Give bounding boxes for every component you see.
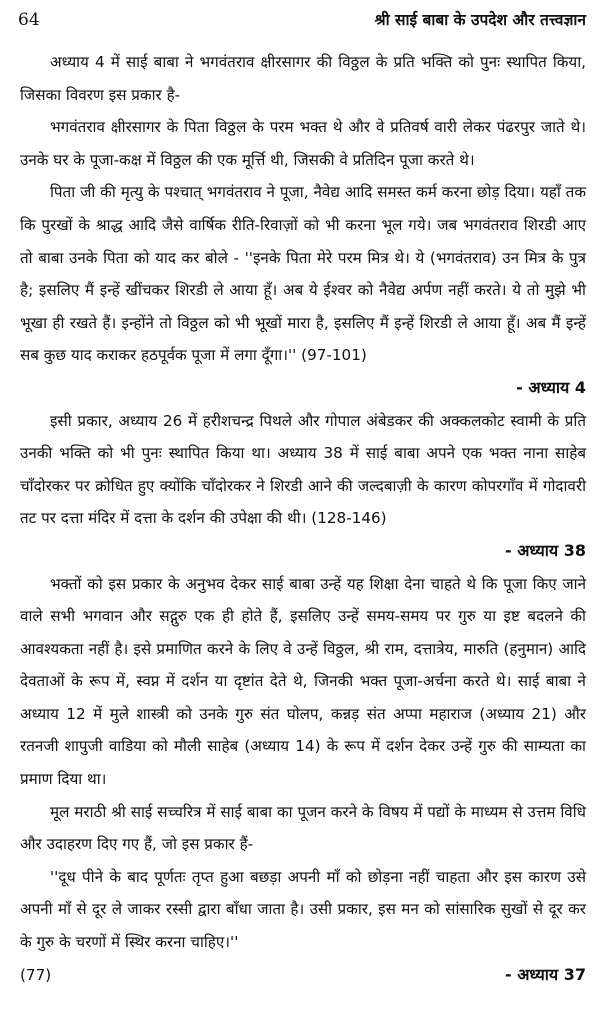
chapter-reference-4: - अध्याय 4 (516, 377, 586, 397)
body-text (20, 46, 586, 991)
chapter-reference-38: - अध्याय 38 (505, 540, 586, 560)
paragraph-1: अध्याय 4 में साई बाबा ने भगवंतराव क्षीरसागर की विठ्ठल के प्रति भक्ति को पुनः स्थापित किया, जिसका विवरण इस प्रकार है- (20, 53, 586, 104)
paragraph-5: भक्तों को इस प्रकार के अनुभव देकर साई बाबा उन्हें यह शिक्षा देना चाहते थे कि पूजा किए जाने वाले सभी भगवान और सद्गुरु एक ही होते हैं, इसलिए उन्हें समय-समय पर गुरु या इष्ट बदलने की आवश्यकता नहीं है। इसे प्रमाणित करने के लिए वे उन्हें विठ्ठल, श्री राम, दत्तात्रेय, मारुति (हनुमान) आदि देवताओं के रूप में, स्वप्न में दर्शन या दृष्टांत देते थे, जिनकी भक्त पूजा-अर्चना करते थे। साई बाबा ने अध्याय 12 में मुले शास्त्री को उनके गुरु संत घोलप, कन्नड़ संत अप्पा महाराज (अध्याय 21) और रतनजी शापुजी वाडिया को मौली साहेब (अध्याय 14) के रूप में दर्शन देकर उन्हें गुरु की साम्यता का प्रमाण दिया था। (20, 574, 586, 789)
page-header (18, 8, 586, 30)
page-number: 64 (18, 10, 40, 30)
paragraph-2: भगवंतराव क्षीरसागर के पिता विठ्ठल के परम भक्त थे और वे प्रतिवर्ष वारी लेकर पंढरपुर जाते थे। उनके घर के पूजा-कक्ष में विठ्ठल की एक मूर्त्ति थी, जिसकी वे प्रतिदिन पूजा करते थे। (20, 118, 586, 169)
verse-number: (77) (20, 965, 52, 984)
paragraph-6: मूल मराठी श्री साई सच्चरित्र में साई बाबा का पूजन करने के विषय में पद्यों के माध्यम से उत्तम विधि और उदाहरण दिए गए हैं, जो इस प्रकार हैं- (20, 802, 586, 854)
closing-line (20, 959, 586, 992)
paragraph-3: पिता जी की मृत्यु के पश्चात् भगवंतराव ने पूजा, नैवेद्य आदि समस्त कर्म करना छोड़ दिया। यहाँ तक कि पुरखों के श्राद्ध आदि जैसे वार्षिक रीति-रिवाज़ों को भी करना भूल गये। जब भगवंतराव शिरडी आए तो बाबा उनके पिता को याद कर बोले - ''इनके पिता मेरे परम मित्र थे। ये (भगवंतराव) उन मित्र के पुत्र है; इसलिए मैं इन्हें खींचकर शिरडी ले आया हूँ। अब ये ईश्वर को नैवेद्य अर्पण नहीं करते। ये तो मुझे भी भूखा ही रखते हैं। इन्होंने तो विठ्ठल को भी भूखों मारा है, इसलिए मैं इन्हें शिरडी ले आया हूँ। अब मैं इन्हें सब कुछ याद कराकर हठपूर्वक पूजा में लगा दूँगा।'' (97-101) (20, 183, 586, 365)
verse-quote: ''दूध पीने के बाद पूर्णतः तृप्त हुआ बछड़ा अपनी माँ को छोड़ना नहीं चाहता और इस कारण उसे अपनी माँ से दूर ले जाकर रस्सी द्वारा बाँधा जाता है। उसी प्रकार, इस मन को सांसारिक सुखों से दूर कर के गुरु के चरणों में स्थिर करना चाहिए।'' (20, 867, 586, 952)
chapter-reference-37: - अध्याय 37 (505, 964, 586, 984)
paragraph-4: इसी प्रकार, अध्याय 26 में हरीशचन्द्र पिथले और गोपाल अंबेडकर की अक्कलकोट स्वामी के प्रति उनकी भक्ति को भी पुनः स्थापित किया था। अध्याय 38 में साई बाबा अपने एक भक्त नाना साहेब चाँदोरकर पर क्रोधित हुए क्योंकि चाँदोरकर ने शिरडी आने की जल्दबाज़ी के कारण कोपरगाँव में गोदावरी तट पर दत्ता मंदिर में दत्ता के दर्शन की उपेक्षा की थी। (128-146) (20, 411, 586, 528)
running-title: श्री साई बाबा के उपदेश और तत्त्वज्ञान (374, 11, 586, 29)
